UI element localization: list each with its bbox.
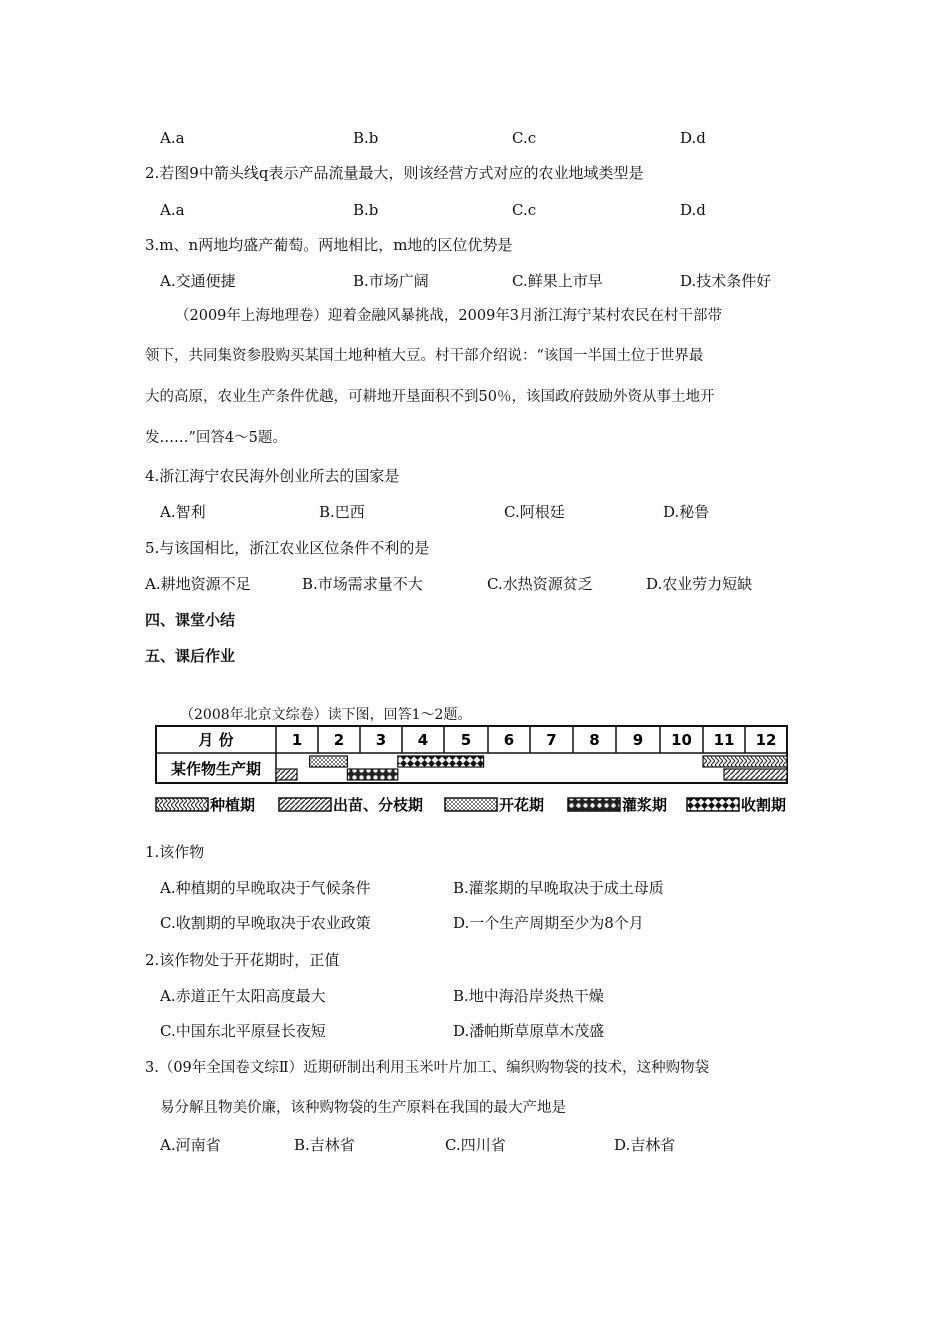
q1-option-d: D.d — [680, 129, 706, 147]
q3-option-d: D.技术条件好 — [680, 272, 772, 290]
month-label: 9 — [632, 731, 644, 749]
legend-swatch — [568, 798, 620, 811]
header-label: 月 份 — [198, 731, 234, 749]
q4-option-c: C.阿根廷 — [504, 503, 565, 521]
legend-label: 种植期 — [210, 796, 256, 814]
month-label: 1 — [291, 731, 303, 749]
hw1-option-b: B.灌浆期的早晚取决于成土母质 — [453, 879, 664, 897]
q4-option-b: B.巴西 — [319, 503, 365, 521]
hw1-option-c: C.收割期的早晚取决于农业政策 — [160, 914, 371, 932]
q3-stem: 3.m、n两地均盛产葡萄。两地相比，m地的区位优势是 — [145, 236, 513, 254]
hw2-option-b: B.地中海沿岸炎热干燥 — [453, 987, 604, 1005]
hw3-option-d: D.吉林省 — [614, 1136, 676, 1154]
month-label: 10 — [671, 731, 692, 749]
month-label: 2 — [333, 731, 345, 749]
period-bar — [310, 756, 348, 767]
month-label: 12 — [755, 731, 777, 749]
q2-stem: 2.若图9中箭头线q表示产品流量最大，则该经营方式对应的农业地域类型是 — [145, 164, 644, 182]
chart-legend — [156, 796, 786, 814]
crop-calendar-chart — [155, 725, 795, 824]
month-label: 6 — [503, 731, 515, 749]
row-label: 某作物生产期 — [170, 760, 262, 778]
period-bar — [398, 756, 484, 767]
section-4-heading: 四、课堂小结 — [145, 611, 236, 629]
q5-option-a: A.耕地资源不足 — [145, 575, 251, 593]
hw2-option-a: A.赤道正午太阳高度最大 — [160, 987, 326, 1005]
q4-option-d: D.秘鲁 — [663, 503, 710, 521]
month-label: 8 — [589, 731, 600, 749]
hw2-option-c: C.中国东北平原昼长夜短 — [160, 1022, 326, 1040]
hw3-option-c: C.四川省 — [445, 1136, 506, 1154]
q1-option-b: B.b — [353, 129, 379, 147]
period-bar — [276, 769, 297, 780]
passage-line-2: 领下，共同集资参股购买某国土地种植大豆。村干部介绍说：“该国一半国土位于世界最 — [145, 348, 704, 364]
legend-swatch — [445, 798, 497, 811]
chart-table — [156, 726, 787, 783]
passage-line-3: 大的高原，农业生产条件优越，可耕地开垦面积不到50％，该国政府鼓励外资从事土地开 — [145, 389, 715, 405]
passage-line-1: （2009年上海地理卷）迎着金融风暴挑战，2009年3月浙江海宁某村农民在村干部带 — [175, 308, 723, 324]
hw1-option-d: D.一个生产周期至少为8个月 — [453, 914, 644, 932]
hw2-stem: 2.该作物处于开花期时，正值 — [145, 951, 340, 969]
q4-stem: 4.浙江海宁农民海外创业所去的国家是 — [145, 467, 400, 485]
legend-label: 收割期 — [741, 796, 787, 814]
q2-option-d: D.d — [680, 201, 706, 219]
legend-swatch — [279, 798, 331, 811]
period-bar — [347, 769, 397, 780]
q2-option-c: C.c — [512, 201, 537, 219]
crop-calendar-svg — [155, 725, 795, 820]
legend-label: 灌浆期 — [622, 796, 668, 814]
period-bar — [703, 756, 787, 767]
q3-option-a: A.交通便捷 — [160, 272, 236, 290]
month-label: 7 — [546, 731, 557, 749]
homework-intro: （2008年北京文综卷）读下图，回答1～2题。 — [180, 707, 472, 723]
hw3-stem-line-2: 易分解且物美价廉，该种购物袋的生产原料在我国的最大产地是 — [160, 1100, 566, 1116]
q2-option-b: B.b — [353, 201, 379, 219]
legend-label: 开花期 — [499, 796, 545, 814]
hw3-option-b: B.吉林省 — [294, 1136, 355, 1154]
month-label: 3 — [375, 731, 387, 749]
legend-swatch — [156, 798, 208, 811]
legend-label: 出苗、分枝期 — [333, 796, 424, 814]
hw1-option-a: A.种植期的早晚取决于气候条件 — [160, 879, 371, 897]
passage-line-4: 发……”回答4～5题。 — [145, 430, 287, 446]
hw1-stem: 1.该作物 — [145, 843, 205, 861]
q5-option-c: C.水热资源贫乏 — [487, 575, 593, 593]
q3-option-c: C.鲜果上市早 — [512, 272, 603, 290]
section-5-heading: 五、课后作业 — [145, 647, 236, 665]
period-bar — [724, 769, 787, 780]
legend-swatch — [687, 798, 739, 811]
q5-option-d: D.农业劳力短缺 — [646, 575, 753, 593]
hw3-option-a: A.河南省 — [160, 1136, 221, 1154]
q1-option-a: A.a — [160, 129, 185, 147]
hw2-option-d: D.潘帕斯草原草木茂盛 — [453, 1022, 605, 1040]
q1-option-c: C.c — [512, 129, 537, 147]
month-label: 11 — [713, 731, 735, 749]
q4-option-a: A.智利 — [160, 503, 206, 521]
q5-option-b: B.市场需求量不大 — [302, 575, 423, 593]
hw3-stem-line-1: 3.（09年全国卷文综Ⅱ）近期研制出利用玉米叶片加工、编织购物袋的技术，这种购物袋 — [145, 1060, 710, 1076]
q5-stem: 5.与该国相比，浙江农业区位条件不利的是 — [145, 539, 430, 557]
month-label: 4 — [417, 731, 429, 749]
month-label: 5 — [460, 731, 472, 749]
q3-option-b: B.市场广阔 — [353, 272, 429, 290]
q2-option-a: A.a — [160, 201, 185, 219]
